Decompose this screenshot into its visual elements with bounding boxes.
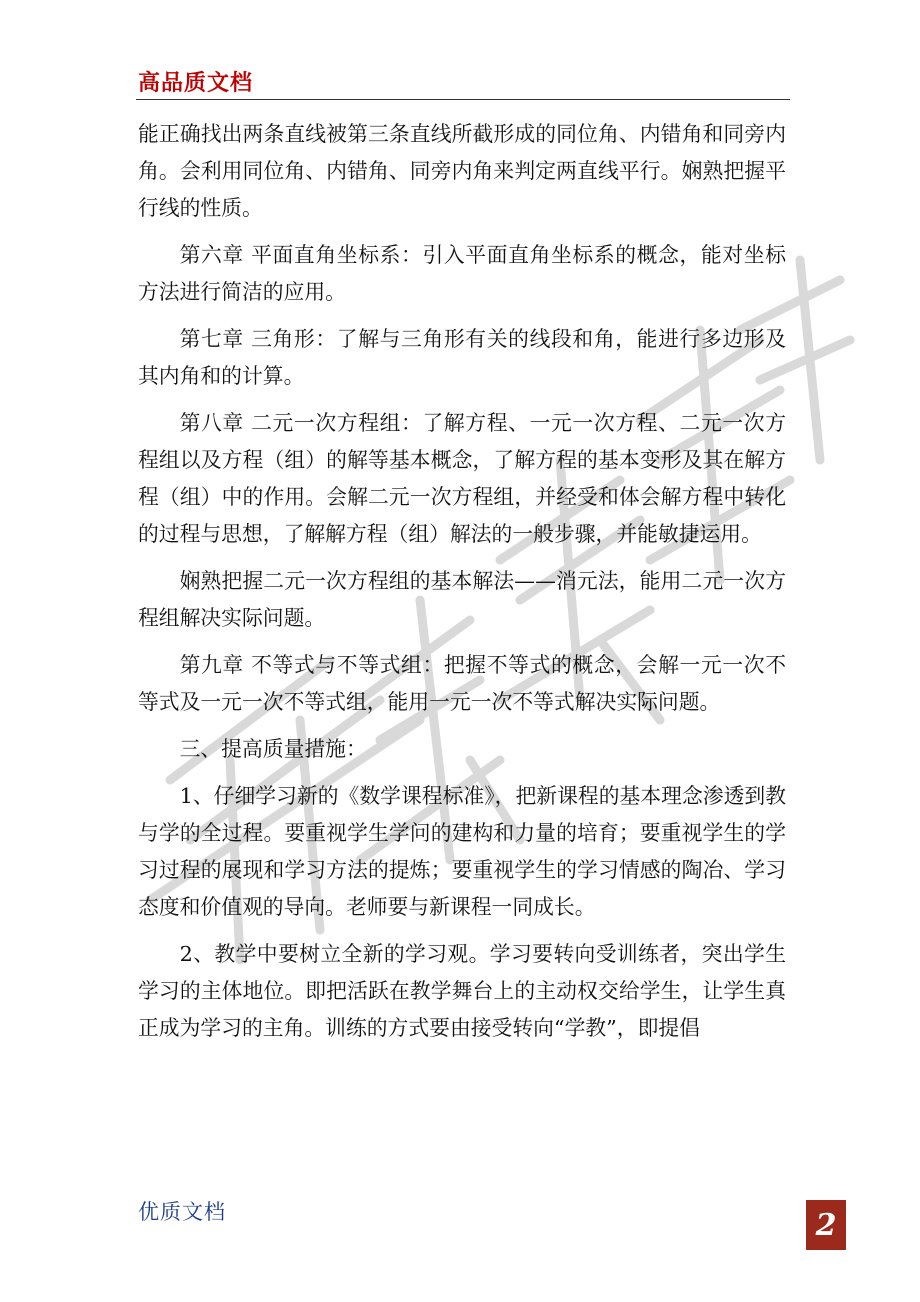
paragraph-chapter-8: 第八章 二元一次方程组：了解方程、一元一次方程、二元一次方程组以及方程（组）的解等基本概念，了解方程的基本变形及其在解方程（组）中的作用。会解二元一次方程组，并经受和体会解方程中转化的过程与思想，了解解方程（组）解法的一般步骤，并能敏捷运用。 xyxy=(138,411,786,546)
header-title: 高品质文档 xyxy=(138,71,254,96)
paragraph-measure-1: 1、仔细学习新的《数学课程标准》，把新课程的基本理念渗透到教与学的全过程。要重视学生学问的建构和力量的培育；要重视学生的学习过程的展现和学习方法的提炼；要重视学生的学习情感的陶冶、学习态度和价值观的导向。老师要与新课程一同成长。 xyxy=(138,784,786,919)
paragraph-chapter-7: 第七章 三角形：了解与三角形有关的线段和角，能进行多边形及其内角和的计算。 xyxy=(138,327,786,388)
section-heading-measures: 三、提高质量措施： xyxy=(179,737,367,761)
paragraph-chapter-9: 第九章 不等式与不等式组：把握不等式的概念，会解一元一次不等式及一元一次不等式组，能用一元一次不等式解决实际问题。 xyxy=(138,653,786,714)
page-number: 2 xyxy=(815,1207,837,1243)
footer-title: 优质文档 xyxy=(138,1200,226,1224)
body-text xyxy=(138,116,786,1057)
paragraph-elimination: 娴熟把握二元一次方程组的基本解法——消元法，能用二元一次方程组解决实际问题。 xyxy=(138,569,786,630)
paragraph-1: 能正确找出两条直线被第三条直线所截形成的同位角、内错角和同旁内角。会利用同位角、内错角、同旁内角来判定两直线平行。娴熟把握平行线的性质。 xyxy=(138,122,786,220)
page-number-badge xyxy=(806,1200,846,1250)
paragraph-measure-2: 2、教学中要树立全新的学习观。学习要转向受训练者，突出学生学习的主体地位。即把活跃在教学舞台上的主动权交给学生，让学生真正成为学习的主角。训练的方式要由接受转向“学教”，即提倡 xyxy=(138,942,786,1040)
header-divider xyxy=(136,99,790,100)
paragraph-chapter-6: 第六章 平面直角坐标系：引入平面直角坐标系的概念，能对坐标方法进行简洁的应用。 xyxy=(138,243,786,304)
